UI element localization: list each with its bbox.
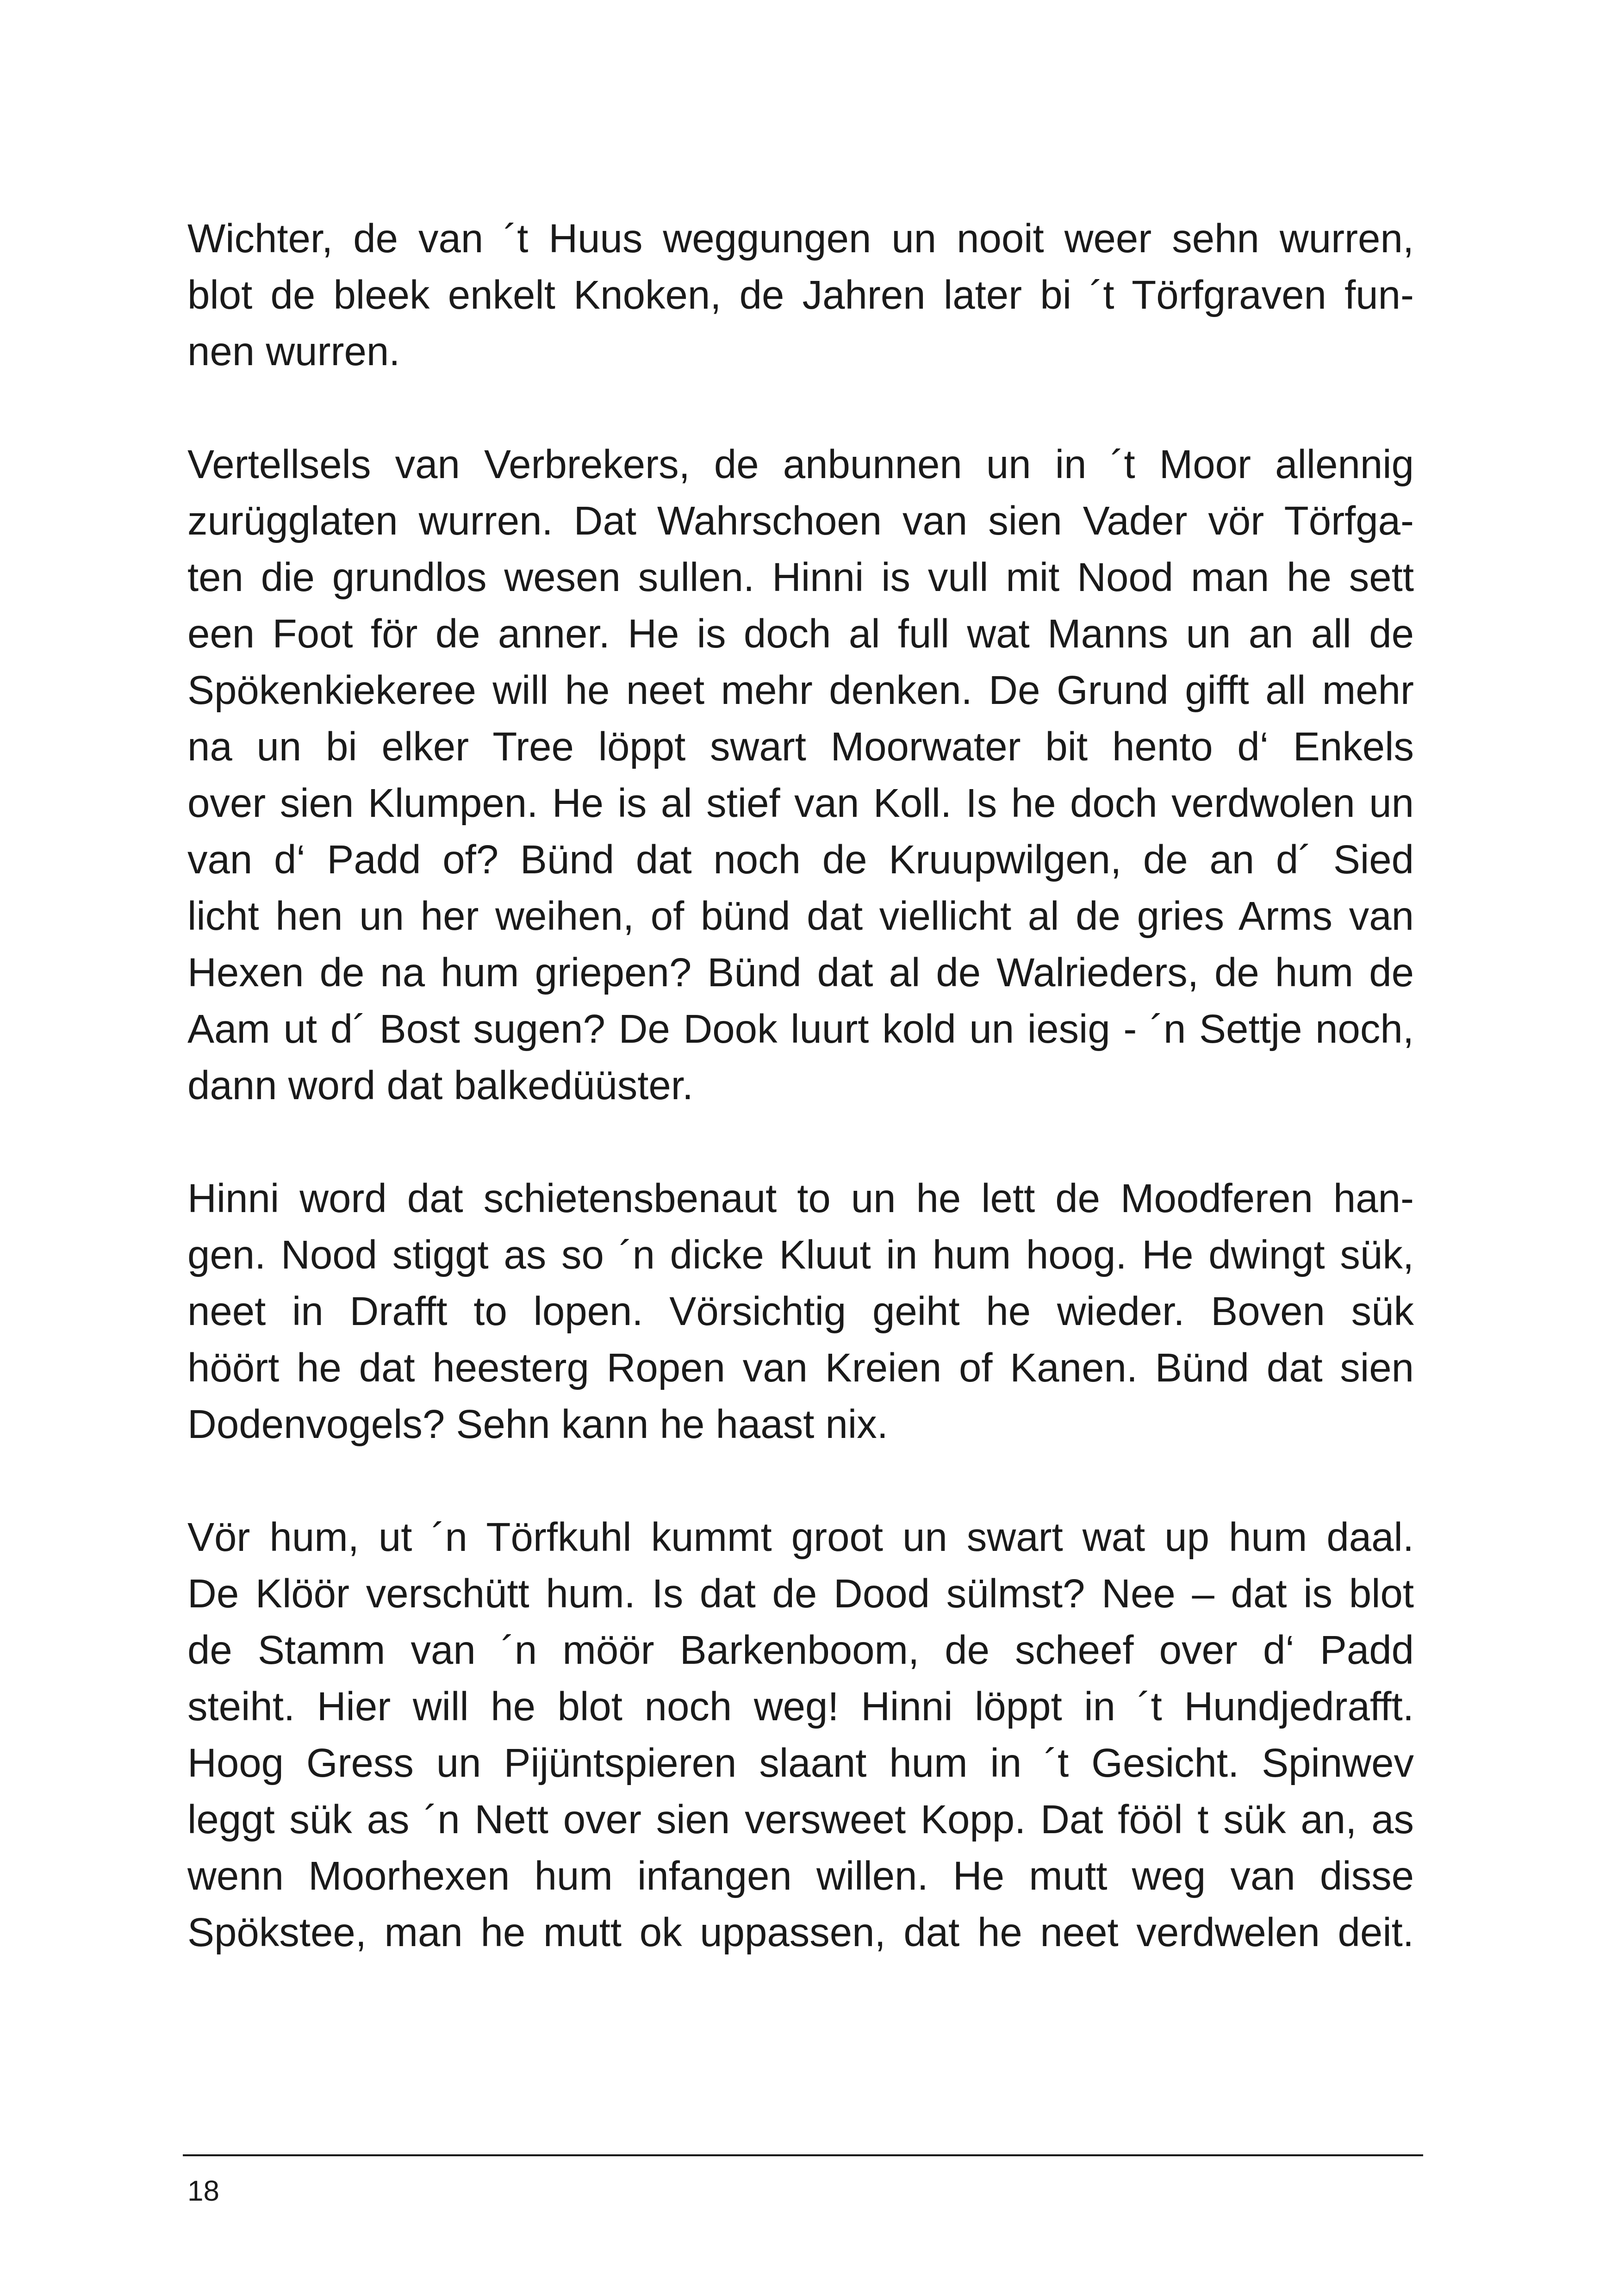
paragraph (187, 1170, 1414, 1453)
paragraph-gap (187, 1114, 1414, 1170)
text-line: neet in Drafft to lopen. Vörsichtig geiht he wieder. Boven sük (187, 1289, 1414, 1334)
text-line: ten die grundlos wesen sullen. Hinni is vull mit Nood man he sett (187, 555, 1414, 600)
body-text (187, 211, 1414, 1961)
text-line: licht hen un her weihen, of bünd dat viellicht al de gries Arms van (187, 894, 1414, 939)
text-line: zurügglaten wurren. Dat Wahrschoen van sien Vader vör Törfga- (187, 498, 1414, 543)
text-line: De Klöör verschütt hum. Is dat de Dood sülmst? Nee – dat is blot (187, 1571, 1414, 1616)
text-line: de Stamm van ´n möör Barkenboom, de scheef over d‘ Padd (187, 1628, 1414, 1673)
page-number: 18 (187, 2175, 219, 2207)
paragraph-gap (187, 1453, 1414, 1509)
text-line: een Foot för de anner. He is doch al full wat Manns un an all de (187, 611, 1414, 656)
paragraph-gap (187, 380, 1414, 436)
paragraph (187, 436, 1414, 1114)
text-line: blot de bleek enkelt Knoken, de Jahren later bi ´t Törfgraven fun- (187, 273, 1414, 317)
paragraph (187, 211, 1414, 380)
text-line: Hoog Gress un Pijüntspieren slaant hum in ´t Gesicht. Spinwev (187, 1741, 1414, 1786)
text-line: gen. Nood stiggt as so ´n dicke Kluut in hum hoog. He dwingt sük, (187, 1232, 1414, 1277)
text-line: Spökstee, man he mutt ok uppassen, dat he neet verdwelen deit. (187, 1910, 1414, 1955)
text-line: Aam ut d´ Bost sugen? De Dook luurt kold un iesig - ´n Settje noch, (187, 1007, 1414, 1052)
text-line: höört he dat heesterg Ropen van Kreien of Kanen. Bünd dat sien (187, 1345, 1414, 1390)
text-line: leggt sük as ´n Nett over sien versweet Kopp. Dat fööl t sük an, as (187, 1797, 1414, 1842)
text-line: over sien Klumpen. He is al stief van Koll. Is he doch verdwolen un (187, 781, 1414, 826)
text-line: Spökenkiekeree will he neet mehr denken. De Grund gifft all mehr (187, 668, 1414, 713)
text-line: Vertellsels van Verbrekers, de anbunnen un in ´t Moor allennig (187, 442, 1414, 487)
footer-divider (183, 2154, 1423, 2156)
text-line: Hinni word dat schietensbenaut to un he lett de Moodferen han- (187, 1176, 1414, 1221)
text-line: steiht. Hier will he blot noch weg! Hinni löppt in ´t Hundjedrafft. (187, 1684, 1414, 1729)
text-line: na un bi elker Tree löppt swart Moorwater bit hento d‘ Enkels (187, 724, 1414, 769)
text-line: Hexen de na hum griepen? Bünd dat al de Walrieders, de hum de (187, 950, 1414, 995)
paragraph (187, 1509, 1414, 1961)
text-line: nen wurren. (187, 329, 400, 374)
text-line: Dodenvogels? Sehn kann he haast nix. (187, 1402, 888, 1447)
text-line: van d‘ Padd of? Bünd dat noch de Kruupwilgen, de an d´ Sied (187, 837, 1414, 882)
text-line: wenn Moorhexen hum infangen willen. He mutt weg van disse (187, 1854, 1414, 1898)
text-line: dann word dat balkedüüster. (187, 1063, 694, 1108)
text-line: Vör hum, ut ´n Törfkuhl kummt groot un swart wat up hum daal. (187, 1515, 1414, 1560)
text-line: Wichter, de van ´t Huus weggungen un nooit weer sehn wurren, (187, 216, 1414, 261)
